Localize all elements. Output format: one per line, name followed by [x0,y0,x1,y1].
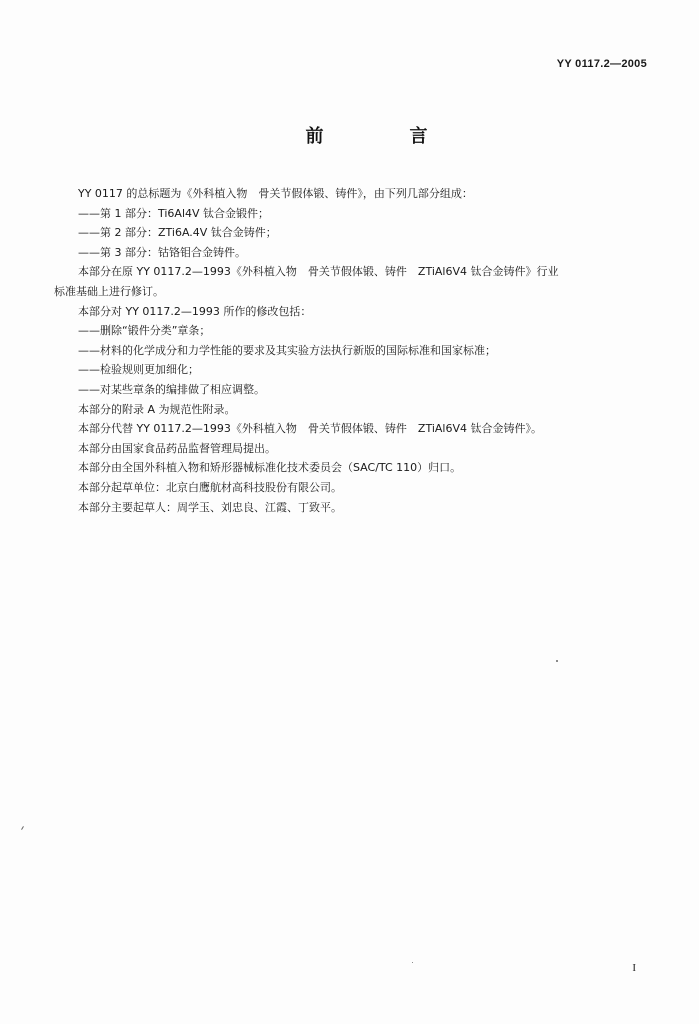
paragraph: 本部分由国家食品药品监督管理局提出。 [78,441,276,455]
standard-code: YY 0117.2—2005 [556,58,647,70]
page-title: 前 言 [305,126,462,147]
list-item: ——对某些章条的编排做了相应调整。 [78,382,265,396]
paragraph: 本部分在原 YY 0117.2—1993《外科植入物 骨关节假体锻、铸件 ZTiAl6V4 钛合金铸件》行业 [78,265,559,279]
paragraph: 本部分由全国外科植入物和矫形器械标准化技术委员会（SAC/TC 110）归口。 [78,461,462,475]
list-item: ——第 3 部分：钴铬钼合金铸件。 [78,245,246,259]
scan-speck [412,962,413,963]
paragraph-continuation: 标准基础上进行修订。 [54,284,164,298]
paragraph: 本部分代替 YY 0117.2—1993《外科植入物 骨关节假体锻、铸件 ZTiAl6V4 钛合金铸件》。 [78,422,542,436]
list-item: ——材料的化学成分和力学性能的要求及其实验方法执行新版的国际标准和国家标准； [78,343,496,357]
list-item: ——第 2 部分：ZTi6A.4V 钛合金铸件； [78,226,277,240]
paragraph: YY 0117 的总标题为《外科植入物 骨关节假体锻、铸件》，由下列几部分组成： [78,187,473,200]
paragraph: 本部分主要起草人：周学玉、刘忠良、江霞、丁致平。 [78,500,342,514]
paragraph: 本部分起草单位：北京白鹰航材高科技股份有限公司。 [78,480,342,494]
page-number: I [632,962,636,974]
foreword-body [54,184,654,517]
list-item: ——第 1 部分：Ti6Al4V 钛合金锻件； [78,206,270,220]
scan-speck [21,826,24,830]
list-item: ——检验规则更加细化； [78,363,199,377]
paragraph: 本部分的附录 A 为规范性附录。 [78,402,236,416]
list-item: ——删除“锻件分类”章条； [78,324,211,338]
scan-speck [556,660,558,662]
paragraph: 本部分对 YY 0117.2—1993 所作的修改包括： [78,304,312,318]
